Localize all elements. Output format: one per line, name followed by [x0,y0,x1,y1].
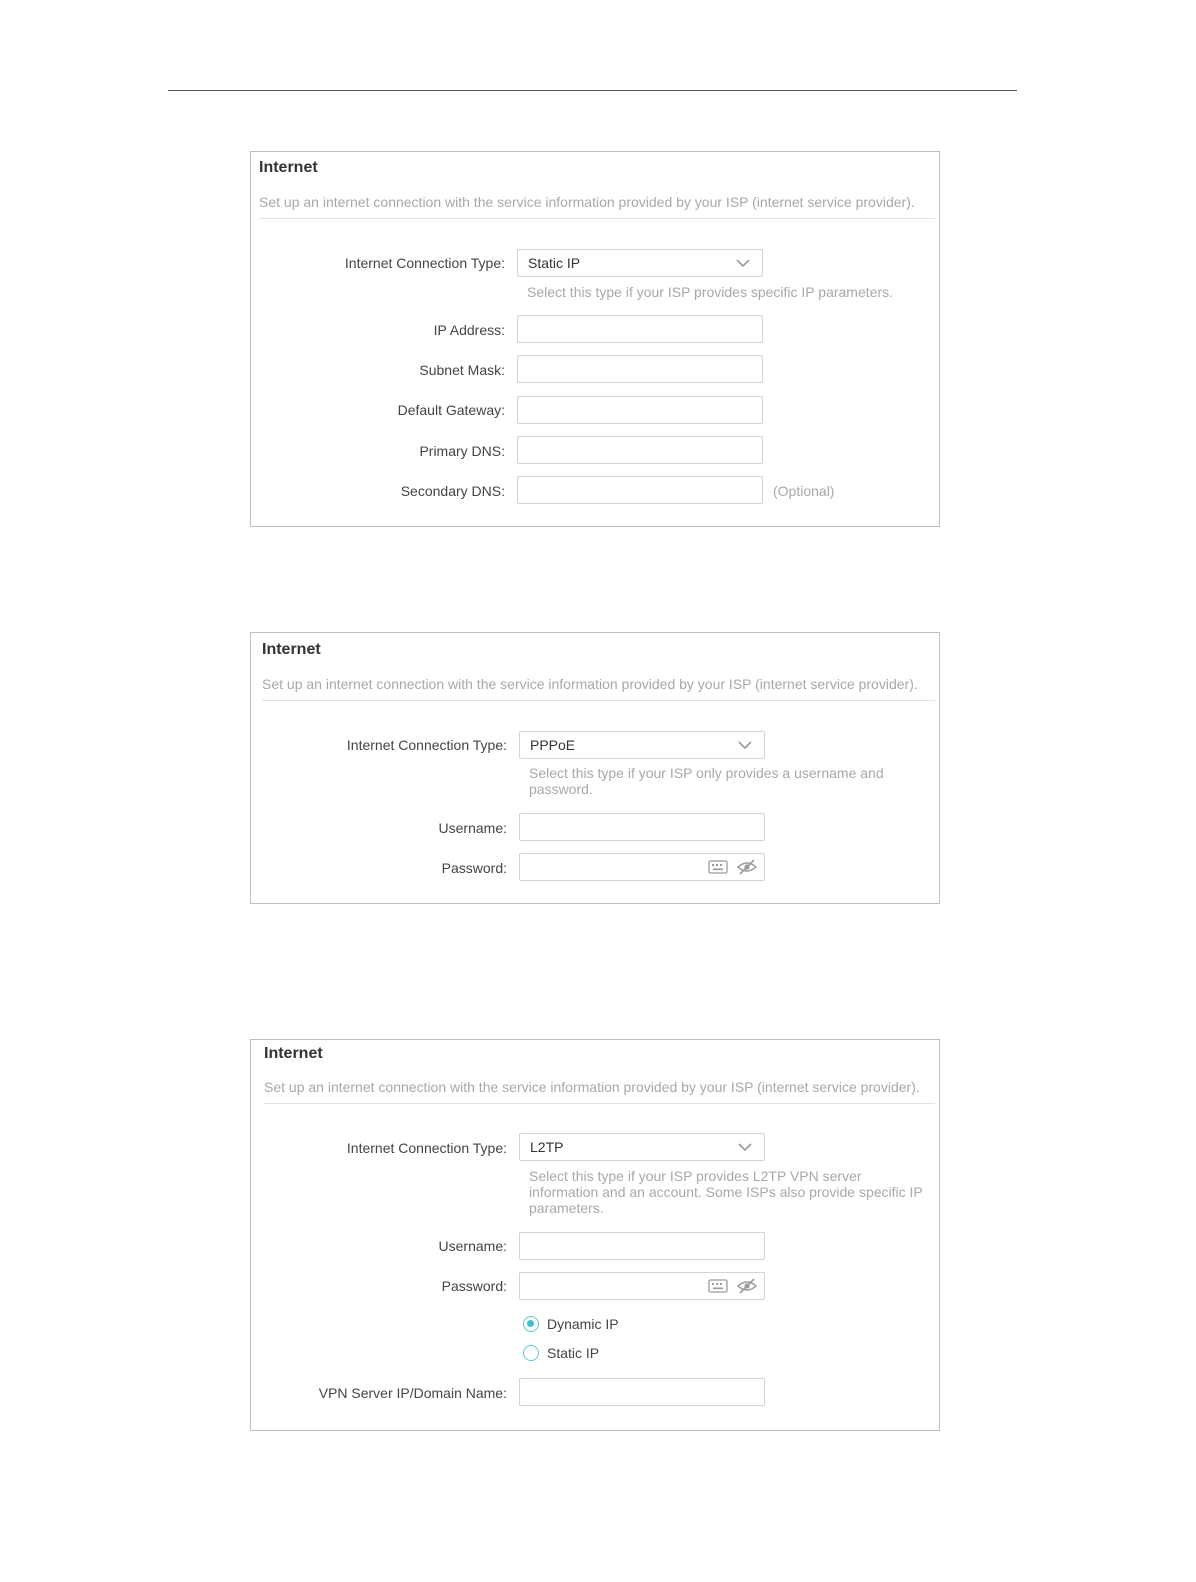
chevron-down-icon [738,1142,752,1152]
connection-type-select[interactable] [519,731,765,759]
default-gateway-input[interactable] [518,397,762,423]
subnet-mask-field[interactable] [517,355,763,383]
vpn-server-label: VPN Server IP/Domain Name: [318,1385,507,1401]
panel-description: Set up an internet connection with the service information provided by your ISP (internet service provider). [259,194,915,210]
username-field[interactable] [519,813,765,841]
password-field[interactable] [519,853,765,881]
username-label: Username: [438,820,507,836]
secondary-dns-optional-note: (Optional) [773,483,835,499]
connection-type-value: L2TP [530,1139,564,1155]
panel-divider [262,700,935,701]
secondary-dns-input[interactable] [518,477,762,503]
primary-dns-input[interactable] [518,437,762,463]
connection-type-value: Static IP [528,255,581,271]
radio-dynamic-ip[interactable] [523,1316,619,1332]
radio-dynamic-ip-control[interactable] [523,1316,539,1332]
radio-dynamic-ip-label: Dynamic IP [547,1316,619,1332]
username-input[interactable] [520,814,764,840]
default-gateway-field[interactable] [517,396,763,424]
connection-type-select[interactable] [519,1133,765,1161]
connection-type-value: PPPoE [530,737,576,753]
panel-title: Internet [262,641,321,658]
secondary-dns-label: Secondary DNS: [400,483,505,499]
subnet-mask-label: Subnet Mask: [419,362,505,378]
page-top-rule [168,90,1017,91]
connection-type-hint [529,1168,923,1216]
primary-dns-field[interactable] [517,436,763,464]
panel-title: Internet [259,159,318,176]
secondary-dns-field[interactable] [517,476,763,504]
vpn-server-field[interactable] [519,1378,765,1406]
username-input[interactable] [520,1233,764,1259]
default-gateway-label: Default Gateway: [397,402,505,418]
radio-static-ip-control[interactable] [523,1345,539,1361]
hint-line: password. [529,781,593,797]
keyboard-icon[interactable] [708,860,728,874]
eye-off-icon[interactable] [736,859,758,875]
panel-title: Internet [264,1045,323,1062]
password-input[interactable] [520,1273,700,1299]
password-input[interactable] [520,854,700,880]
keyboard-icon[interactable] [708,1279,728,1293]
connection-type-label: Internet Connection Type: [346,737,507,753]
chevron-down-icon [738,740,752,750]
hint-line: Select this type if your ISP provides L2TP VPN server [529,1168,862,1184]
chevron-down-icon [736,258,750,268]
password-label: Password: [441,1278,507,1294]
connection-type-label: Internet Connection Type: [346,1140,507,1156]
ip-address-input[interactable] [518,316,762,342]
username-label: Username: [438,1238,507,1254]
radio-static-ip-label: Static IP [547,1345,600,1361]
hint-line: parameters. [529,1200,604,1216]
password-field[interactable] [519,1272,765,1300]
eye-off-icon[interactable] [736,1278,758,1294]
ip-address-label: IP Address: [433,322,505,338]
username-field[interactable] [519,1232,765,1260]
internet-panel-pppoe [250,632,940,904]
connection-type-hint [529,765,884,797]
ip-address-field[interactable] [517,315,763,343]
internet-panel-static-ip [250,151,940,527]
primary-dns-label: Primary DNS: [419,443,505,459]
password-field-icons [708,859,758,875]
subnet-mask-input[interactable] [518,356,762,382]
connection-type-label: Internet Connection Type: [344,255,505,271]
hint-line: information and an account. Some ISPs also provide specific IP [529,1184,923,1200]
vpn-server-input[interactable] [520,1379,764,1405]
password-field-icons [708,1278,758,1294]
panel-description: Set up an internet connection with the service information provided by your ISP (internet service provider). [262,676,918,692]
panel-description: Set up an internet connection with the service information provided by your ISP (internet service provider). [264,1079,920,1095]
connection-type-select[interactable] [517,249,763,277]
radio-static-ip[interactable] [523,1345,599,1361]
panel-divider [264,1103,935,1104]
panel-divider [259,218,935,219]
password-label: Password: [441,860,507,876]
internet-panel-l2tp [250,1039,940,1431]
connection-type-hint: Select this type if your ISP provides specific IP parameters. [527,284,893,300]
hint-line: Select this type if your ISP only provides a username and [529,765,884,781]
